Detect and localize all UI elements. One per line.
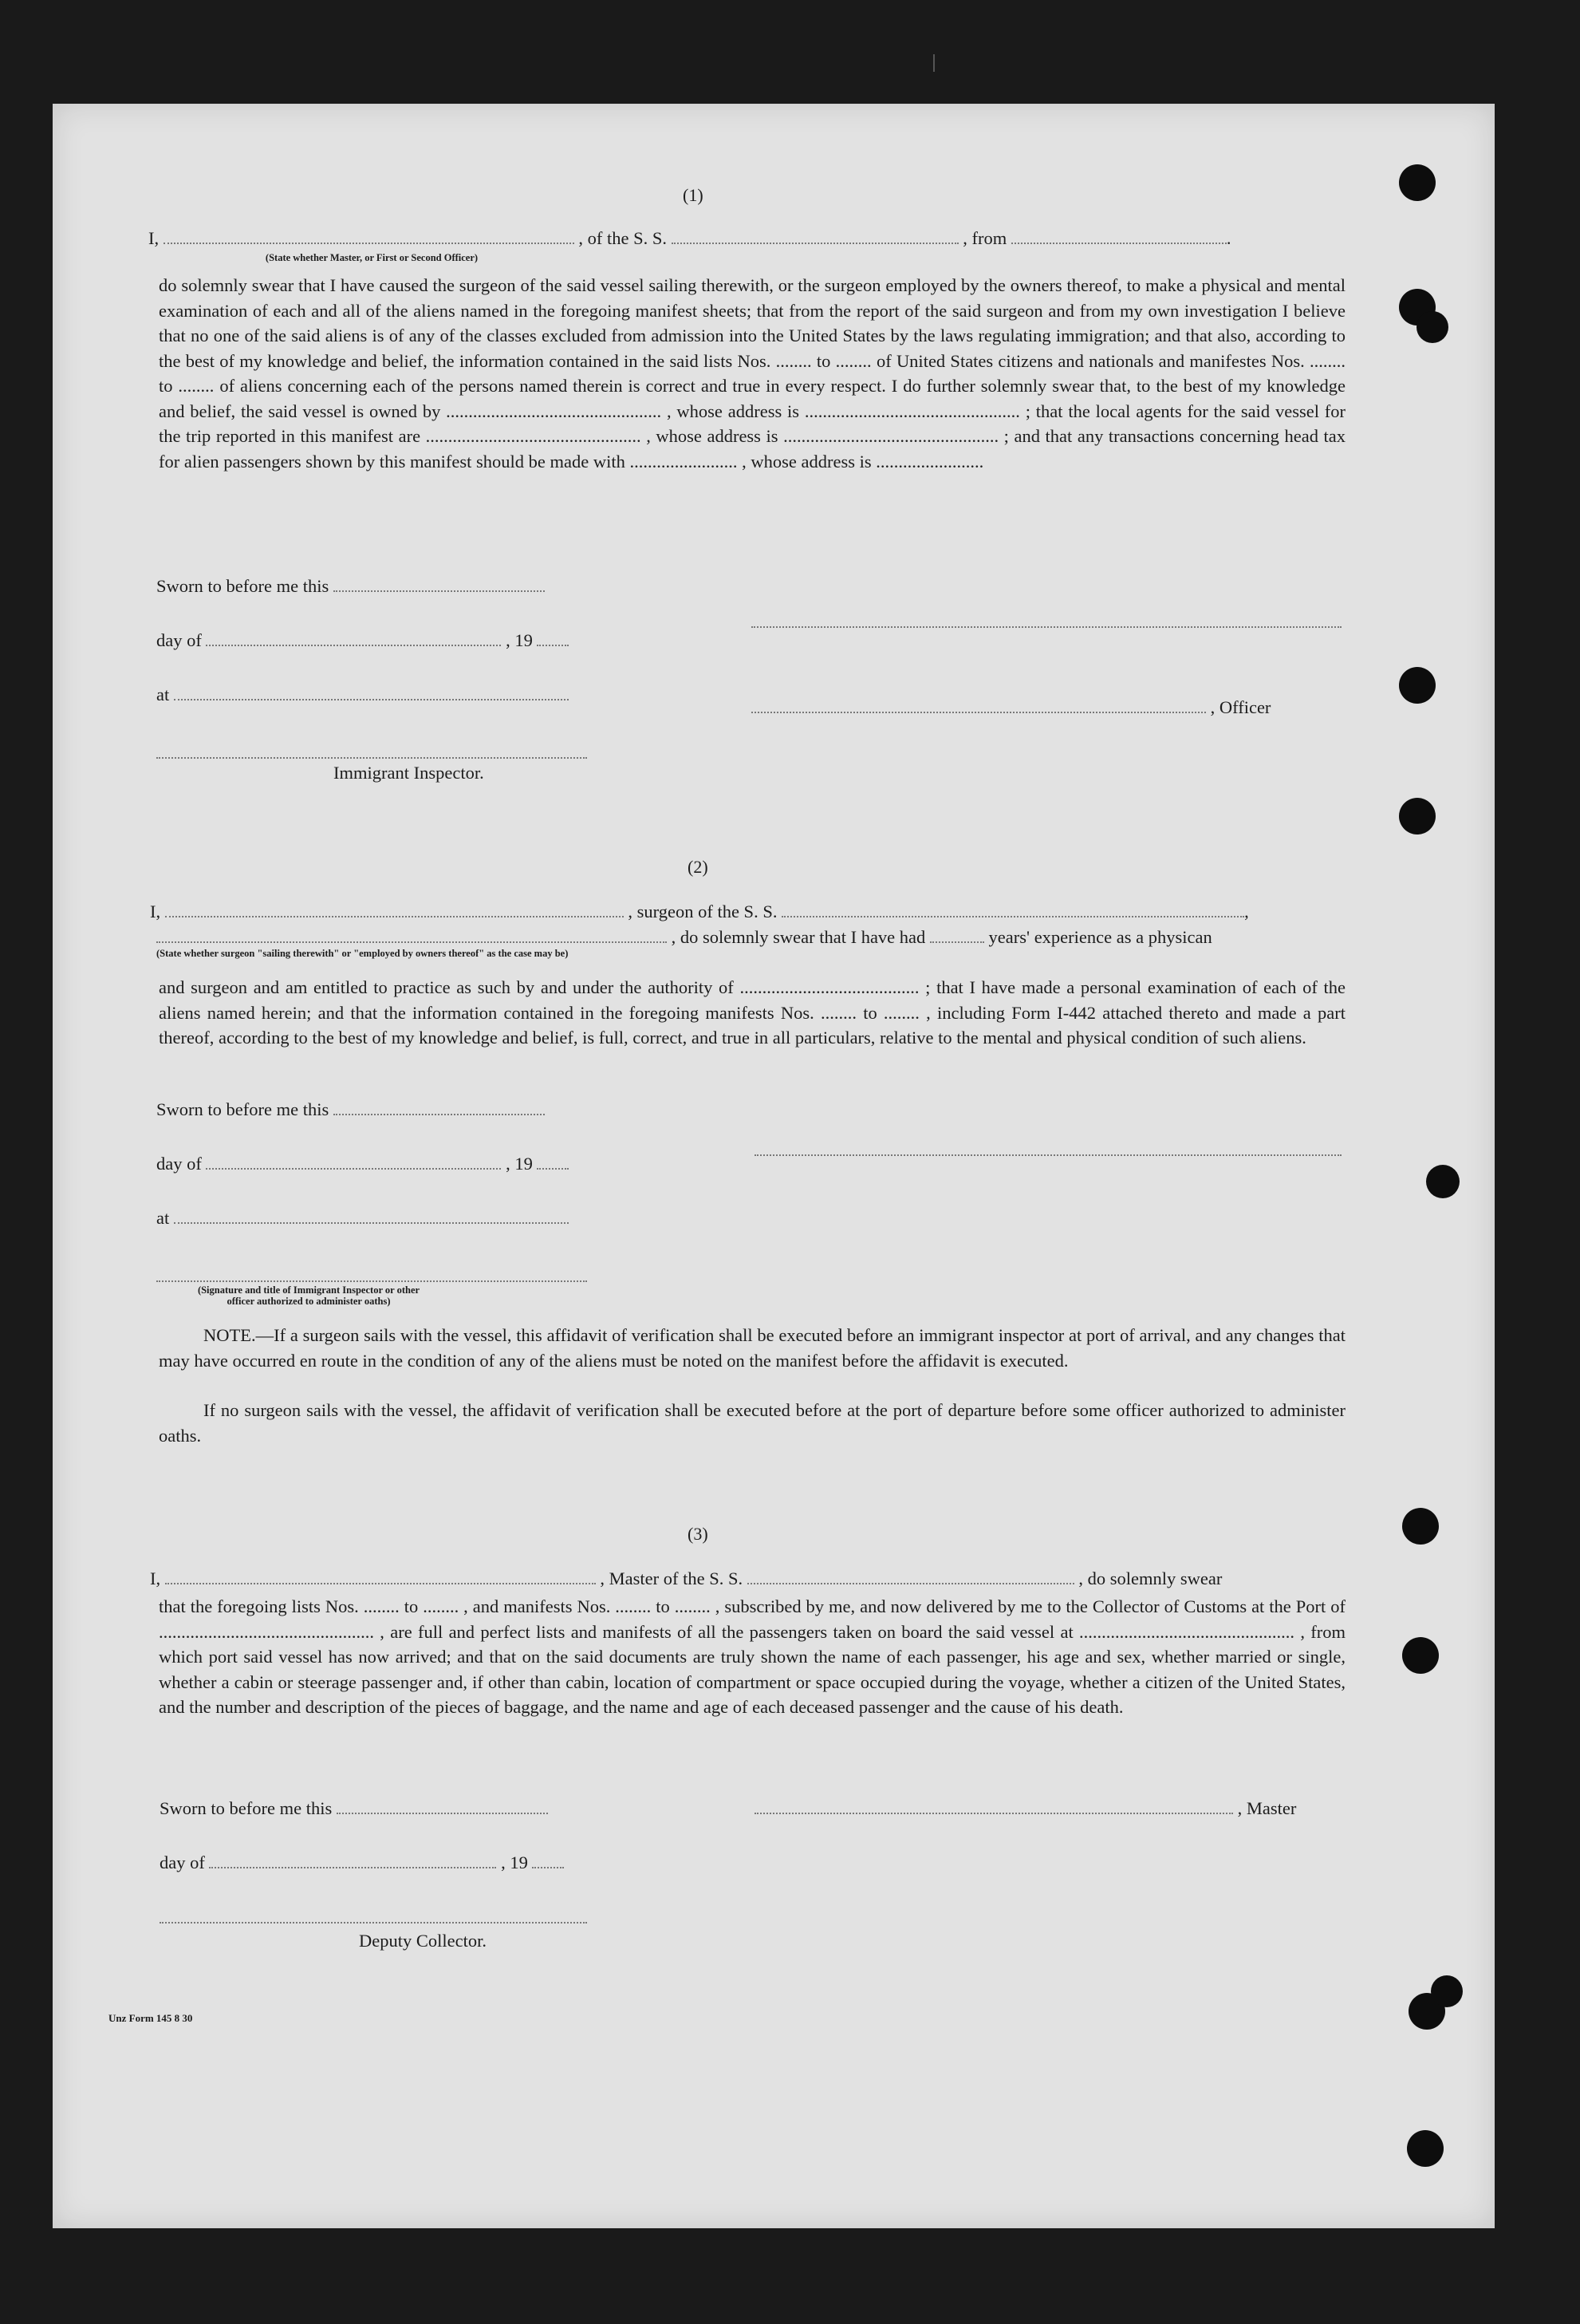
- note-paragraph-2: If no surgeon sails with the vessel, the affidavit of verification shall be executed before at the port of departure before some officer authorized to administer oaths.: [159, 1400, 1346, 1446]
- label-i: I,: [150, 1568, 161, 1588]
- label-i: I,: [148, 228, 160, 248]
- label-day-of: day of: [156, 1154, 202, 1174]
- label-swear: , do solemnly swear: [1078, 1568, 1223, 1588]
- punch-hole: [1416, 311, 1448, 343]
- section-3-line-1: [150, 1568, 1222, 1589]
- scan-mark: [933, 54, 944, 72]
- section-1-number: (1): [683, 185, 703, 205]
- blank-surgeon-type: [156, 941, 667, 943]
- form-page: [53, 104, 1495, 2228]
- blank-officer: [751, 711, 1206, 713]
- blank-vessel: [782, 915, 1244, 917]
- section-3-paragraph: that the foregoing lists Nos. ........ to ........ , and manifests Nos. ........ to ........ , subscribed by me, and now delivered by me to the Collector of Customs at the Port of ................................................ , are full and perfect lists and manifests of all the passengers taken on board the said vessel at ................................................ , from which port said vessel has now arrived; and that on the said documents are truly shown the name of each passenger, his age and sex, whether married or single, whether a cabin or steerage passenger and, if other than cabin, location of compartment or space occupied during the voyage, whether a citizen of the United States, and the number and description of the pieces of baggage, and the name and age of each deceased passenger and the cause of his death.: [159, 1596, 1346, 1717]
- caption-signature: (Signature and title of Immigrant Inspector or other officer authorized to administer oaths): [197, 1284, 420, 1307]
- label-day-of: day of: [160, 1852, 205, 1872]
- label-of-ss: , of the S. S.: [578, 228, 668, 248]
- inspector-label: Immigrant Inspector.: [333, 763, 484, 783]
- label-years: years' experience as a physican: [988, 927, 1212, 947]
- blank-year: [532, 1866, 564, 1868]
- signature-line: [755, 1154, 1342, 1156]
- collector-signature-line: [160, 1921, 587, 1924]
- signature-line: [751, 625, 1342, 628]
- label-day-of: day of: [156, 630, 202, 650]
- at-line: [156, 1208, 569, 1229]
- label-year: , 19: [506, 1154, 533, 1174]
- sworn-line: [160, 1798, 548, 1819]
- blank-name: [165, 1582, 596, 1584]
- section-1-line-1: I, , of the S. S. , from .: [148, 228, 1231, 248]
- punch-hole: [1431, 1975, 1463, 2007]
- officer-line: [751, 697, 1271, 718]
- blank-from: [1011, 242, 1227, 244]
- label-officer: , Officer: [1210, 697, 1271, 717]
- note-paragraph-1: NOTE.—If a surgeon sails with the vessel, this affidavit of verification shall be executed before an immigrant inspector at port of arrival, and any changes that may have occurred en route in the condition of any of the aliens must be noted on the manifest before the affidavit is executed.: [159, 1325, 1346, 1371]
- blank-name: [164, 242, 574, 244]
- label-at: at: [156, 685, 170, 704]
- blank-year: [537, 644, 569, 646]
- blank-sworn-date: [333, 590, 545, 592]
- blank-name: [165, 915, 624, 917]
- blank-sworn-date: [333, 1113, 545, 1115]
- punch-hole: [1402, 1637, 1439, 1674]
- blank-at: [174, 698, 569, 700]
- at-line: [156, 685, 569, 705]
- caption-master: (State whether Master, or First or Second Officer): [265, 252, 479, 263]
- day-line: [160, 1852, 564, 1873]
- label-from: , from: [963, 228, 1007, 248]
- form-id: Unz Form 145 8 30: [108, 2012, 193, 2024]
- section-2-line-2: [156, 927, 1212, 948]
- punch-hole: [1399, 667, 1436, 704]
- caption-surgeon: (State whether surgeon "sailing therewith" or "employed by owners thereof" as the case may be): [156, 948, 569, 959]
- master-line: [755, 1798, 1296, 1819]
- blank-year: [537, 1167, 569, 1170]
- section-2-line-1: I, , surgeon of the S. S. ,: [150, 902, 1249, 921]
- punch-hole: [1426, 1165, 1460, 1198]
- label-swear: , do solemnly swear that I have had: [671, 927, 926, 947]
- label-surgeon: , surgeon of the S. S.: [628, 902, 778, 921]
- blank-day: [206, 644, 501, 646]
- punch-hole: [1399, 164, 1436, 201]
- punch-hole: [1402, 1508, 1439, 1545]
- blank-sworn-date: [337, 1812, 548, 1814]
- blank-years: [930, 941, 984, 943]
- inspector-signature-line: [156, 756, 587, 759]
- label-year: , 19: [506, 630, 533, 650]
- section-3-number: (3): [688, 1524, 708, 1544]
- blank-at: [174, 1221, 569, 1224]
- blank-vessel: [672, 242, 959, 244]
- label-sworn: Sworn to before me this: [156, 576, 329, 596]
- deputy-label: Deputy Collector.: [359, 1931, 487, 1951]
- day-line: [156, 630, 569, 651]
- label-year: , 19: [501, 1852, 528, 1872]
- blank-master: [755, 1812, 1233, 1814]
- section-1-paragraph: do solemnly swear that I have caused the surgeon of the said vessel sailing therewith, or the surgeon employed by the owners thereof, to make a physical and mental examination of each and all of the aliens named in the foregoing manifest sheets; that from the report of the said surgeon and from my own investigation I believe that no one of the said aliens is of any of the classes excluded from admission into the United States by the laws regulating immigration; and that also, according to the best of my knowledge and belief, the information contained in the said lists Nos. ........ to ........ of United States citizens and nationals and manifestes Nos. ........ to ........ of aliens concerning each of the persons named therein is correct and true in every respect. I do further solemnly swear that, to the best of my knowledge and belief, the said vessel is owned by ................................................ , whose address is ................................................ ; that the local agents for the said vessel for the trip reported in this manifest are ................................................ , whose address is ................................................ ; and that any transactions concerning head tax for alien passengers shown by this manifest should be made with ........................ , whose address is ........................: [159, 275, 1346, 472]
- label-at: at: [156, 1208, 170, 1228]
- sworn-line: [156, 1099, 545, 1120]
- label-sworn: Sworn to before me this: [160, 1798, 333, 1818]
- day-line: [156, 1154, 569, 1174]
- punch-hole: [1399, 798, 1436, 835]
- label-i: I,: [150, 902, 161, 921]
- label-master: , Master: [1237, 1798, 1297, 1818]
- blank-day: [209, 1866, 496, 1868]
- label-sworn: Sworn to before me this: [156, 1099, 329, 1119]
- sworn-line: [156, 576, 545, 597]
- blank-vessel: [747, 1582, 1074, 1584]
- blank-day: [206, 1167, 501, 1170]
- section-2-number: (2): [688, 857, 708, 877]
- inspector-signature-line: [156, 1280, 587, 1282]
- punch-hole: [1407, 2130, 1444, 2167]
- section-2-paragraph: and surgeon and am entitled to practice as such by and under the authority of ........................................ ; that I have made a personal examination of each of the aliens named herein; and that the information contained in the foregoing manifests Nos. ........ to ........ , including Form I-442 attached thereto and made a part thereof, according to the best of my knowledge and belief, is full, correct, and true in all particulars, relative to the mental and physical condition of such aliens.: [159, 977, 1346, 1048]
- label-master: , Master of the S. S.: [600, 1568, 743, 1588]
